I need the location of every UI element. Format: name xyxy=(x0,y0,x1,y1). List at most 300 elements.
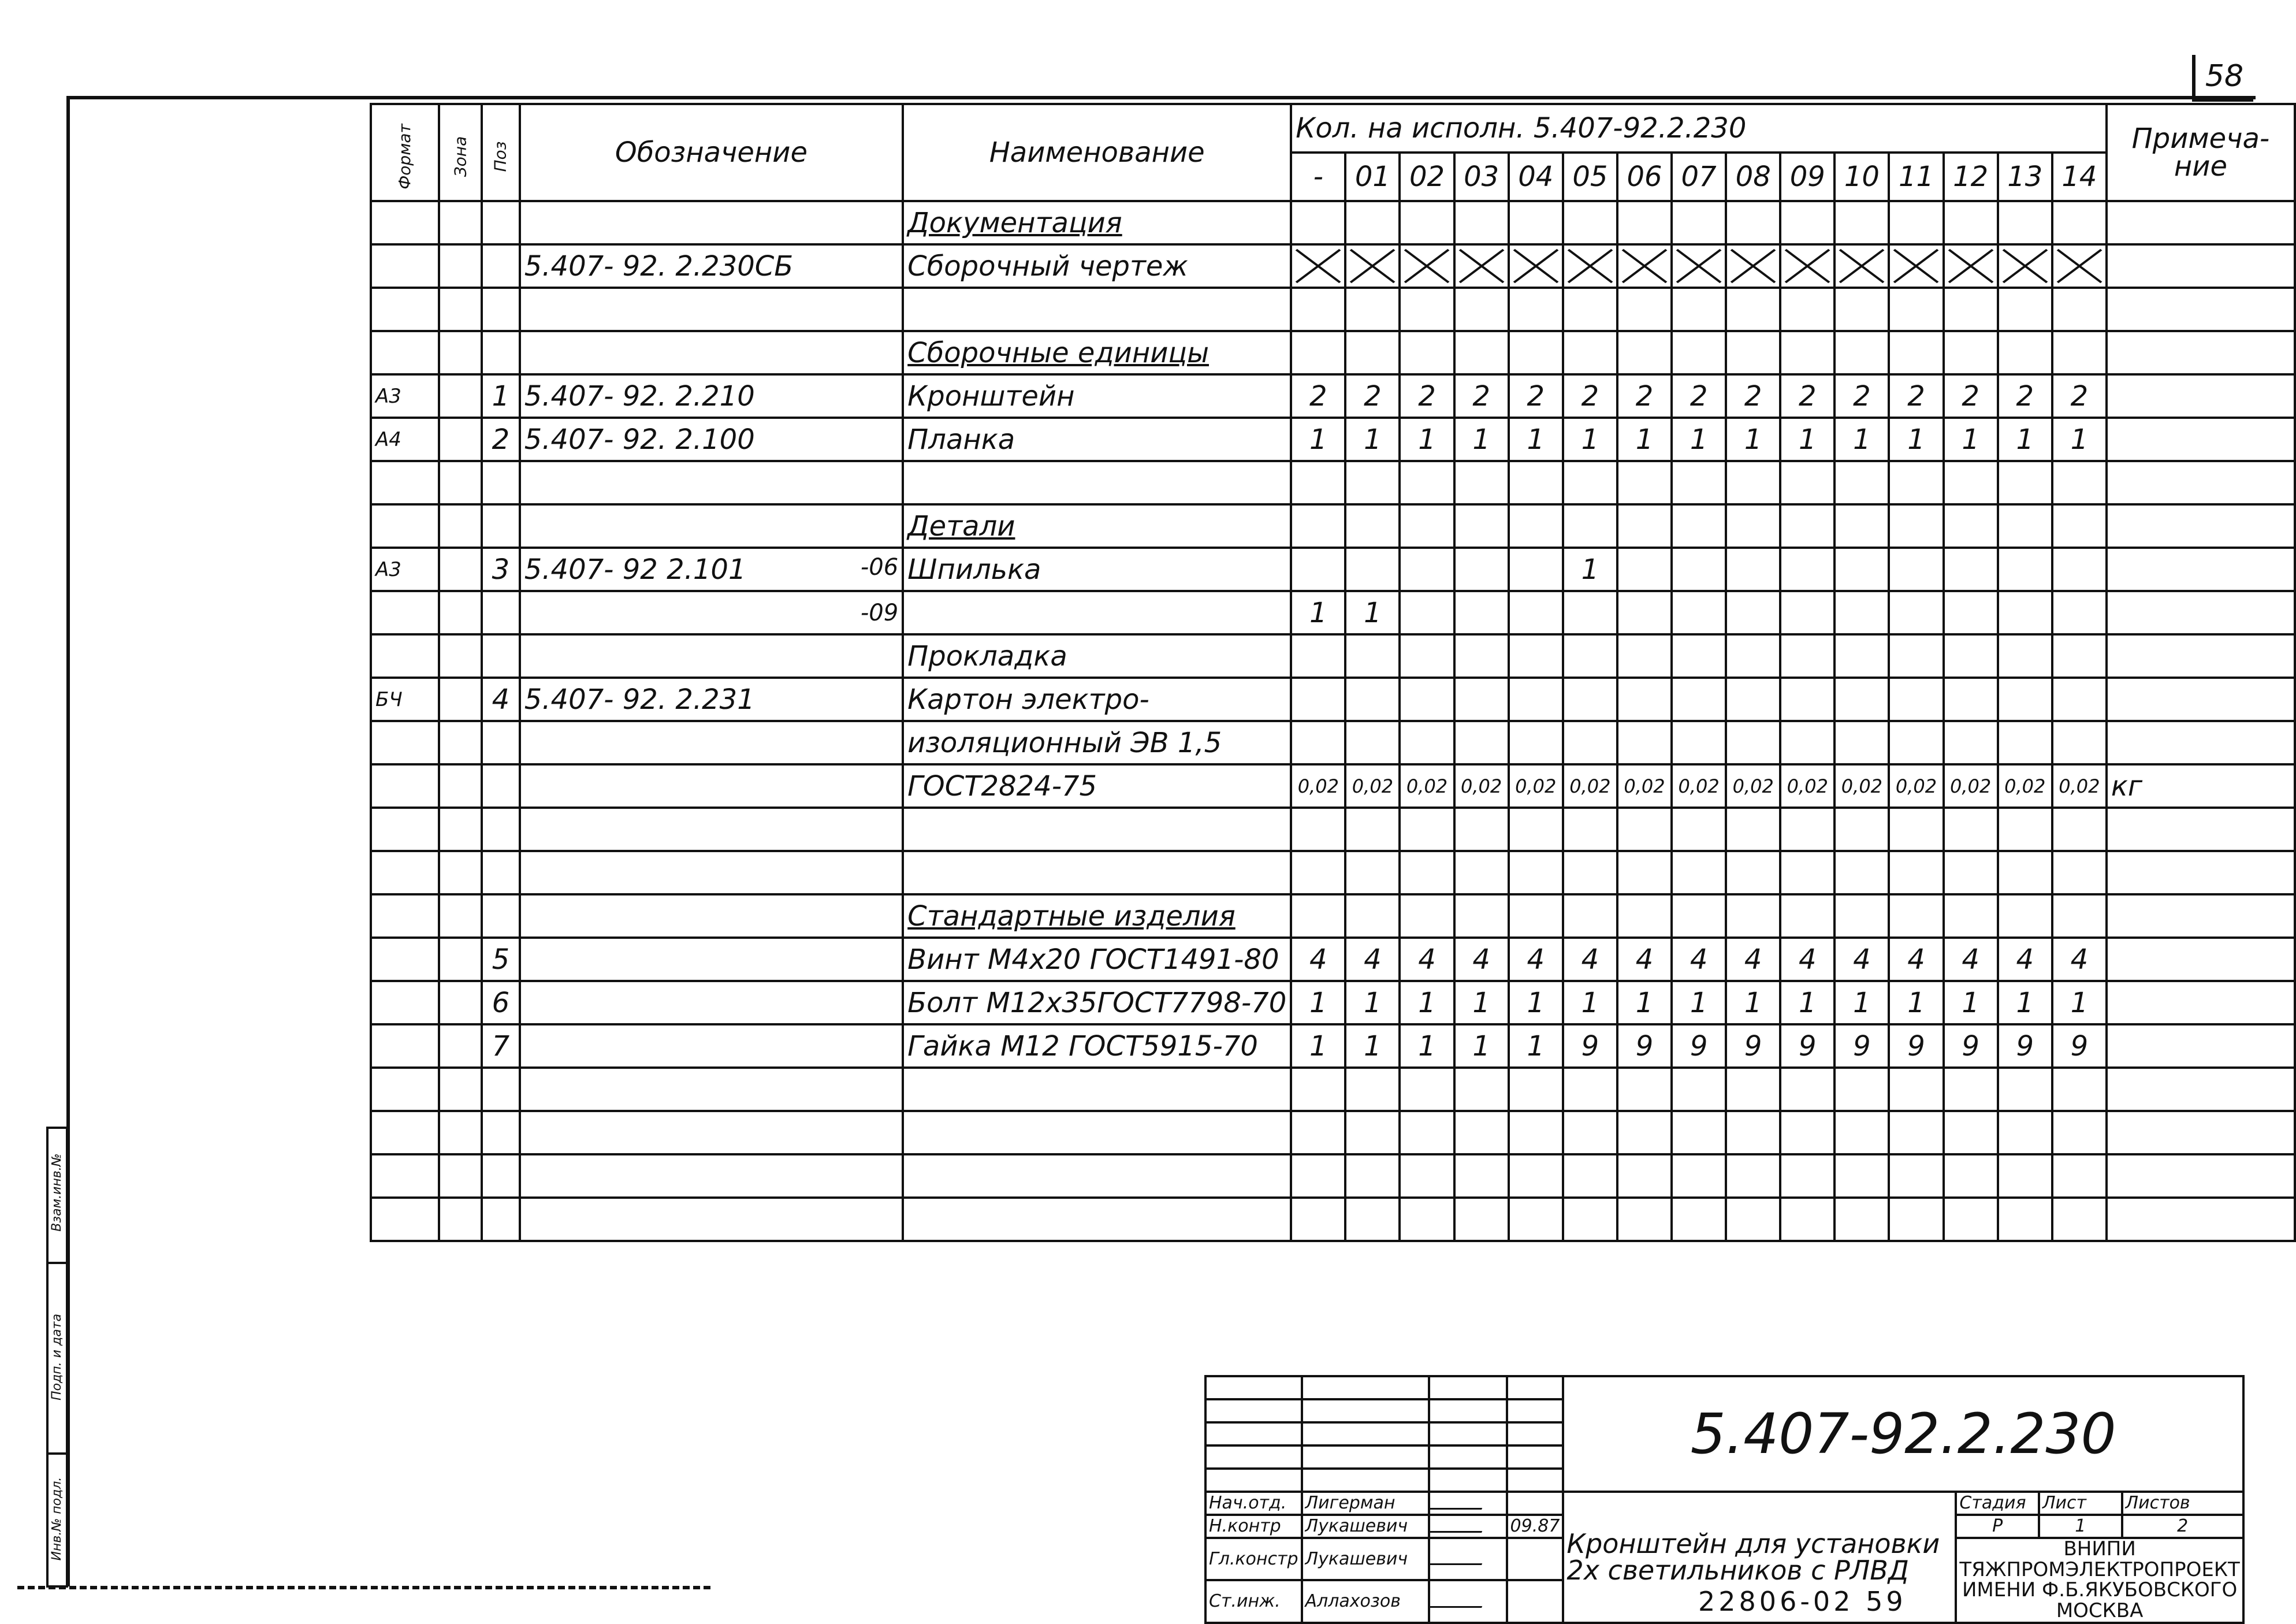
qty-cell xyxy=(1780,808,1834,851)
table-row xyxy=(371,808,2295,851)
stage-label: Стадия xyxy=(1956,1492,2039,1515)
table-header-row-1 xyxy=(371,104,2295,153)
qty-cell xyxy=(1454,201,1509,244)
zone-cell xyxy=(439,504,482,548)
qty-cell: 0,02 xyxy=(1672,764,1726,808)
table-row xyxy=(371,504,2295,548)
table-row xyxy=(371,678,2295,721)
qty-cell xyxy=(1563,851,1617,894)
name-cell: Прокладка xyxy=(903,634,1291,678)
header-variant: 02 xyxy=(1400,153,1454,201)
qty-cell xyxy=(1400,548,1454,591)
qty-cell xyxy=(1889,548,1943,591)
qty-cell xyxy=(1291,331,1345,374)
format-cell xyxy=(371,1068,439,1111)
qty-cell xyxy=(1998,851,2052,894)
qty-cell xyxy=(1672,808,1726,851)
qty-cell xyxy=(1726,1068,1780,1111)
format-cell xyxy=(371,981,439,1024)
qty-cell: 2 xyxy=(1889,374,1943,418)
qty-cell: 4 xyxy=(1400,938,1454,981)
qty-cell: 1 xyxy=(2052,418,2107,461)
qty-cell xyxy=(1889,678,1943,721)
name-cell: Кронштейн xyxy=(903,374,1291,418)
qty-cell xyxy=(1780,851,1834,894)
qty-cell xyxy=(2052,808,2107,851)
qty-cell xyxy=(1400,1154,1454,1198)
qty-cell: 1 xyxy=(1780,981,1834,1024)
qty-cell xyxy=(1780,1154,1834,1198)
pos-cell: 3 xyxy=(482,548,520,591)
qty-cell xyxy=(2052,548,2107,591)
page-number: 58 xyxy=(2192,55,2253,102)
table-row xyxy=(371,851,2295,894)
note-cell xyxy=(2107,591,2295,634)
header-variant: 05 xyxy=(1563,153,1617,201)
qty-cell xyxy=(1400,591,1454,634)
qty-cell xyxy=(1291,1198,1345,1241)
header-variant: 10 xyxy=(1834,153,1889,201)
qty-cell: 9 xyxy=(1834,1024,1889,1068)
qty-cell xyxy=(1998,1154,2052,1198)
qty-cell xyxy=(1672,201,1726,244)
designation-text: 5.407- 92. 2.231 xyxy=(524,683,755,716)
name-cell xyxy=(903,1068,1291,1111)
name-cell: Картон электро- xyxy=(903,678,1291,721)
qty-cell: 2 xyxy=(1834,374,1889,418)
qty-cell xyxy=(1672,894,1726,938)
pos-cell: 4 xyxy=(482,678,520,721)
qty-cell xyxy=(1672,721,1726,764)
qty-cell xyxy=(1726,201,1780,244)
designation-text: 5.407- 92 2.101 xyxy=(524,553,746,586)
format-cell xyxy=(371,894,439,938)
header-variant: 04 xyxy=(1509,153,1563,201)
qty-cell-x xyxy=(1509,244,1563,288)
header-variant: 08 xyxy=(1726,153,1780,201)
qty-cell-x xyxy=(1400,244,1454,288)
zone-cell xyxy=(439,1024,482,1068)
designation-cell xyxy=(520,851,903,894)
note-cell xyxy=(2107,244,2295,288)
qty-cell xyxy=(1563,1068,1617,1111)
qty-cell xyxy=(1944,548,1998,591)
qty-cell xyxy=(1944,721,1998,764)
qty-cell xyxy=(1998,548,2052,591)
qty-cell xyxy=(1345,721,1400,764)
qty-cell: 2 xyxy=(1944,374,1998,418)
qty-cell: 4 xyxy=(1563,938,1617,981)
qty-cell xyxy=(1400,721,1454,764)
sheets-value: 2 xyxy=(2122,1515,2243,1538)
note-cell xyxy=(2107,851,2295,894)
note-cell xyxy=(2107,808,2295,851)
qty-cell xyxy=(1400,851,1454,894)
note-cell xyxy=(2107,634,2295,678)
zone-cell xyxy=(439,1111,482,1154)
qty-cell xyxy=(1563,721,1617,764)
qty-cell xyxy=(2052,591,2107,634)
qty-cell-x xyxy=(1291,244,1345,288)
qty-cell xyxy=(1400,1068,1454,1111)
qty-cell: 4 xyxy=(1998,938,2052,981)
pos-cell xyxy=(482,288,520,331)
qty-cell xyxy=(1345,808,1400,851)
signer-name: Аллахозов xyxy=(1302,1580,1429,1622)
designation-cell xyxy=(520,894,903,938)
format-cell: А3 xyxy=(371,374,439,418)
qty-cell-x xyxy=(1454,244,1509,288)
qty-cell xyxy=(1509,288,1563,331)
qty-cell xyxy=(1834,548,1889,591)
qty-cell xyxy=(1998,201,2052,244)
qty-cell xyxy=(1454,851,1509,894)
zone-cell xyxy=(439,634,482,678)
name-cell: ГОСТ2824-75 xyxy=(903,764,1291,808)
header-note: Примеча-ние xyxy=(2107,104,2295,201)
qty-cell: 4 xyxy=(1509,938,1563,981)
qty-cell xyxy=(1672,1198,1726,1241)
qty-cell xyxy=(1617,894,1672,938)
qty-cell xyxy=(1889,1068,1943,1111)
table-row xyxy=(371,721,2295,764)
qty-cell xyxy=(1617,1068,1672,1111)
qty-cell xyxy=(1889,591,1943,634)
format-cell xyxy=(371,1198,439,1241)
signer-name: Лукашевич xyxy=(1302,1515,1429,1538)
designation-cell xyxy=(520,1068,903,1111)
qty-cell-x xyxy=(1998,244,2052,288)
qty-cell xyxy=(1780,1111,1834,1154)
qty-cell xyxy=(1944,331,1998,374)
qty-cell xyxy=(1291,461,1345,504)
zone-cell xyxy=(439,808,482,851)
table-row xyxy=(371,1024,2295,1068)
qty-cell xyxy=(1345,678,1400,721)
note-cell xyxy=(2107,1198,2295,1241)
qty-cell: 2 xyxy=(1672,374,1726,418)
note-cell xyxy=(2107,678,2295,721)
qty-cell xyxy=(1889,721,1943,764)
qty-cell: 2 xyxy=(1780,374,1834,418)
qty-cell xyxy=(2052,851,2107,894)
designation-cell xyxy=(520,1198,903,1241)
zone-cell xyxy=(439,244,482,288)
header-variant: 13 xyxy=(1998,153,2052,201)
qty-cell xyxy=(1291,1111,1345,1154)
qty-cell: 0,02 xyxy=(1944,764,1998,808)
qty-cell xyxy=(1509,201,1563,244)
qty-cell xyxy=(1617,548,1672,591)
qty-cell xyxy=(1944,894,1998,938)
qty-cell-x xyxy=(1889,244,1943,288)
table-row xyxy=(371,201,2295,244)
pos-cell: 7 xyxy=(482,1024,520,1068)
qty-cell: 4 xyxy=(1780,938,1834,981)
qty-cell-x xyxy=(1345,244,1400,288)
qty-cell xyxy=(1889,201,1943,244)
qty-cell xyxy=(1889,331,1943,374)
note-cell xyxy=(2107,418,2295,461)
designation-cell xyxy=(520,981,903,1024)
format-cell xyxy=(371,244,439,288)
zone-cell xyxy=(439,894,482,938)
qty-cell xyxy=(1509,1111,1563,1154)
qty-cell: 0,02 xyxy=(1291,764,1345,808)
table-row xyxy=(371,374,2295,418)
qty-cell xyxy=(1780,894,1834,938)
name-cell xyxy=(903,1111,1291,1154)
qty-cell: 1 xyxy=(1400,981,1454,1024)
designation-cell xyxy=(520,244,903,288)
qty-cell: 1 xyxy=(1726,981,1780,1024)
qty-cell: 0,02 xyxy=(1400,764,1454,808)
qty-cell xyxy=(2052,634,2107,678)
qty-cell xyxy=(1672,678,1726,721)
qty-cell xyxy=(1345,461,1400,504)
qty-cell: 0,02 xyxy=(1780,764,1834,808)
note-cell xyxy=(2107,461,2295,504)
table-row xyxy=(371,894,2295,938)
qty-cell xyxy=(1563,201,1617,244)
qty-cell xyxy=(1672,851,1726,894)
qty-cell xyxy=(1291,721,1345,764)
designation-text: 5.407- 92. 2.100 xyxy=(524,423,755,456)
qty-cell: 0,02 xyxy=(1726,764,1780,808)
qty-cell xyxy=(1998,591,2052,634)
header-qty-title: Кол. на исполн. 5.407-92.2.230 xyxy=(1291,104,2107,153)
name-cell xyxy=(903,288,1291,331)
qty-cell xyxy=(1726,678,1780,721)
pos-cell xyxy=(482,894,520,938)
side-label: Инв.№ подл. xyxy=(50,1477,64,1561)
qty-cell-x xyxy=(1780,244,1834,288)
qty-cell: 4 xyxy=(1889,938,1943,981)
qty-cell xyxy=(1780,461,1834,504)
qty-cell: 1 xyxy=(1726,418,1780,461)
frame-top-line xyxy=(66,96,2256,99)
qty-cell xyxy=(1509,548,1563,591)
qty-cell xyxy=(1563,461,1617,504)
qty-cell xyxy=(1617,201,1672,244)
qty-cell xyxy=(1617,721,1672,764)
format-cell xyxy=(371,591,439,634)
designation-text: 5.407- 92. 2.230СБ xyxy=(524,250,794,283)
qty-cell xyxy=(1291,634,1345,678)
signer-role: Нач.отд. xyxy=(1205,1492,1302,1515)
qty-cell xyxy=(1944,1198,1998,1241)
qty-cell xyxy=(1726,894,1780,938)
qty-cell: 9 xyxy=(1780,1024,1834,1068)
qty-cell xyxy=(1509,678,1563,721)
qty-cell xyxy=(1400,201,1454,244)
qty-cell xyxy=(1454,548,1509,591)
qty-cell xyxy=(2052,288,2107,331)
zone-cell xyxy=(439,851,482,894)
qty-cell: 9 xyxy=(1617,1024,1672,1068)
qty-cell: 9 xyxy=(1889,1024,1943,1068)
signature xyxy=(1429,1515,1507,1538)
qty-cell xyxy=(1400,1198,1454,1241)
designation-suffix: -06 xyxy=(860,553,899,581)
format-cell xyxy=(371,288,439,331)
qty-cell xyxy=(1944,288,1998,331)
designation-cell xyxy=(520,374,903,418)
designation-cell xyxy=(520,548,903,591)
qty-cell xyxy=(1400,461,1454,504)
qty-cell xyxy=(1509,1068,1563,1111)
qty-cell: 0,02 xyxy=(1509,764,1563,808)
qty-cell xyxy=(1563,331,1617,374)
qty-cell xyxy=(1345,504,1400,548)
note-cell: кг xyxy=(2107,764,2295,808)
format-cell xyxy=(371,1024,439,1068)
qty-cell xyxy=(1563,894,1617,938)
note-cell xyxy=(2107,1111,2295,1154)
qty-cell xyxy=(1834,678,1889,721)
qty-cell xyxy=(1672,331,1726,374)
header-pos: Поз xyxy=(482,104,520,201)
qty-cell: 1 xyxy=(1889,418,1943,461)
qty-cell: 1 xyxy=(1291,591,1345,634)
qty-cell: 1 xyxy=(1509,418,1563,461)
table-row xyxy=(371,591,2295,634)
note-cell xyxy=(2107,938,2295,981)
format-cell xyxy=(371,461,439,504)
qty-cell xyxy=(1345,1111,1400,1154)
qty-cell xyxy=(1944,591,1998,634)
qty-cell xyxy=(1834,721,1889,764)
qty-cell: 1 xyxy=(1345,591,1400,634)
qty-cell xyxy=(1345,1068,1400,1111)
qty-cell: 9 xyxy=(1944,1024,1998,1068)
qty-cell xyxy=(1889,851,1943,894)
qty-cell: 9 xyxy=(2052,1024,2107,1068)
signature xyxy=(1429,1580,1507,1622)
qty-cell xyxy=(1291,288,1345,331)
format-cell xyxy=(371,851,439,894)
signer-name: Лукашевич xyxy=(1302,1538,1429,1580)
table-row xyxy=(371,1198,2295,1241)
note-cell xyxy=(2107,1024,2295,1068)
header-variant: 09 xyxy=(1780,153,1834,201)
pos-cell: 5 xyxy=(482,938,520,981)
header-variant: 14 xyxy=(2052,153,2107,201)
qty-cell xyxy=(1944,1068,1998,1111)
qty-cell: 1 xyxy=(1345,981,1400,1024)
designation-cell xyxy=(520,331,903,374)
zone-cell xyxy=(439,1154,482,1198)
table-row xyxy=(371,461,2295,504)
qty-cell xyxy=(1672,548,1726,591)
note-cell xyxy=(2107,504,2295,548)
qty-cell xyxy=(1291,851,1345,894)
qty-cell xyxy=(1998,1068,2052,1111)
qty-cell xyxy=(1726,808,1780,851)
pos-cell xyxy=(482,851,520,894)
qty-cell xyxy=(1780,721,1834,764)
qty-cell: 1 xyxy=(1672,418,1726,461)
name-cell xyxy=(903,1154,1291,1198)
qty-cell xyxy=(1454,1111,1509,1154)
qty-cell xyxy=(2052,894,2107,938)
qty-cell: 0,02 xyxy=(1454,764,1509,808)
qty-cell xyxy=(1617,1111,1672,1154)
format-cell xyxy=(371,504,439,548)
qty-cell: 1 xyxy=(1944,981,1998,1024)
pos-cell xyxy=(482,504,520,548)
header-variant: 07 xyxy=(1672,153,1726,201)
pos-cell xyxy=(482,1198,520,1241)
qty-cell xyxy=(1454,1198,1509,1241)
qty-cell: 0,02 xyxy=(1617,764,1672,808)
qty-cell xyxy=(1345,851,1400,894)
designation-cell xyxy=(520,1154,903,1198)
header-variant: - xyxy=(1291,153,1345,201)
qty-cell-x xyxy=(1617,244,1672,288)
qty-cell: 4 xyxy=(1454,938,1509,981)
qty-cell: 1 xyxy=(1291,1024,1345,1068)
designation-cell xyxy=(520,764,903,808)
designation-cell xyxy=(520,1024,903,1068)
drawing-title: Кронштейн для установки 2х светильников с РЛВД xyxy=(1563,1492,1956,1623)
qty-cell xyxy=(1291,1154,1345,1198)
qty-cell xyxy=(1617,461,1672,504)
designation-suffix: -09 xyxy=(860,599,899,626)
designation-text: 5.407- 92. 2.210 xyxy=(524,380,755,412)
table-row xyxy=(371,1154,2295,1198)
qty-cell xyxy=(1617,808,1672,851)
qty-cell: 1 xyxy=(1291,981,1345,1024)
qty-cell xyxy=(1998,678,2052,721)
pos-cell xyxy=(482,808,520,851)
qty-cell: 9 xyxy=(1672,1024,1726,1068)
qty-cell xyxy=(1400,678,1454,721)
qty-cell xyxy=(1672,634,1726,678)
side-divider xyxy=(49,1452,66,1455)
name-cell: Винт М4х20 ГОСТ1491-80 xyxy=(903,938,1291,981)
qty-cell: 1 xyxy=(1509,1024,1563,1068)
qty-cell xyxy=(1617,851,1672,894)
qty-cell xyxy=(1889,894,1943,938)
qty-cell xyxy=(1509,591,1563,634)
qty-cell: 0,02 xyxy=(1889,764,1943,808)
qty-cell xyxy=(1726,721,1780,764)
table-row xyxy=(371,288,2295,331)
designation-cell xyxy=(520,591,903,634)
qty-cell: 1 xyxy=(1672,981,1726,1024)
specification-table xyxy=(370,103,2296,1242)
pos-cell xyxy=(482,1154,520,1198)
name-cell xyxy=(903,591,1291,634)
sheets-label: Листов xyxy=(2122,1492,2243,1515)
pos-cell xyxy=(482,331,520,374)
note-cell xyxy=(2107,331,2295,374)
qty-cell xyxy=(1889,1111,1943,1154)
qty-cell xyxy=(1726,1198,1780,1241)
qty-cell xyxy=(1726,461,1780,504)
name-cell: Гайка М12 ГОСТ5915-70 xyxy=(903,1024,1291,1068)
format-cell xyxy=(371,331,439,374)
qty-cell-x xyxy=(1944,244,1998,288)
note-cell xyxy=(2107,548,2295,591)
table-row xyxy=(371,1111,2295,1154)
qty-cell xyxy=(1672,504,1726,548)
name-cell: Детали xyxy=(903,504,1291,548)
qty-cell xyxy=(1400,894,1454,938)
zone-cell xyxy=(439,374,482,418)
qty-cell xyxy=(1998,1111,2052,1154)
